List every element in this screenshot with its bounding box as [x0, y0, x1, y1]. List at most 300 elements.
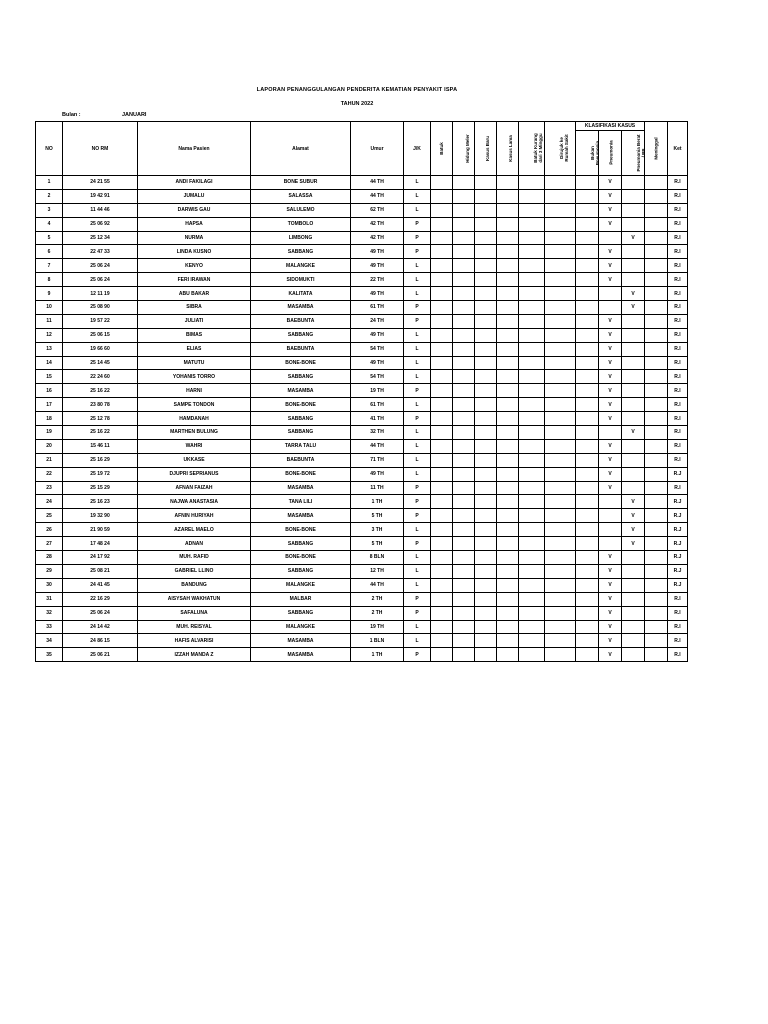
cell-empty [645, 495, 668, 509]
col-header-batuk-minggu [519, 122, 545, 176]
cell-empty [519, 342, 545, 356]
cell-empty [576, 287, 599, 301]
cell-alamat: SIDOMUKTI [251, 273, 351, 287]
cell-umur: 8 BLN [351, 551, 404, 565]
cell-empty [645, 426, 668, 440]
cell-empty [645, 314, 668, 328]
cell-empty [497, 467, 519, 481]
cell-nama: ADNAN [138, 537, 251, 551]
cell-norm: 22 47 33 [63, 245, 138, 259]
cell-nama: AFNIN HURIYAH [138, 509, 251, 523]
cell-empty [519, 606, 545, 620]
cell-no: 25 [36, 509, 63, 523]
cell-empty [645, 301, 668, 315]
cell-empty [545, 301, 576, 315]
cell-no: 17 [36, 398, 63, 412]
cell-empty [645, 634, 668, 648]
cell-empty [519, 564, 545, 578]
cell-pb: V [622, 523, 645, 537]
table-row [36, 412, 688, 426]
cell-empty [453, 481, 475, 495]
cell-empty [497, 245, 519, 259]
cell-empty [453, 620, 475, 634]
cell-empty [645, 356, 668, 370]
cell-empty [497, 189, 519, 203]
cell-umur: 49 TH [351, 467, 404, 481]
cell-pn: V [599, 189, 622, 203]
cell-pb [622, 398, 645, 412]
cell-pn [599, 287, 622, 301]
col-header-batuk [431, 122, 453, 176]
table-row [36, 384, 688, 398]
cell-empty [576, 606, 599, 620]
cell-empty [545, 634, 576, 648]
cell-jk: L [404, 551, 431, 565]
cell-empty [519, 495, 545, 509]
cell-empty [545, 245, 576, 259]
cell-jk: L [404, 523, 431, 537]
cell-empty [576, 620, 599, 634]
cell-no: 9 [36, 287, 63, 301]
cell-umur: 62 TH [351, 203, 404, 217]
cell-nama: AISYSAH WAKHATUN [138, 592, 251, 606]
cell-empty [497, 356, 519, 370]
cell-norm: 15 46 11 [63, 439, 138, 453]
cell-norm: 21 90 59 [63, 523, 138, 537]
cell-umur: 44 TH [351, 578, 404, 592]
cell-jk: P [404, 231, 431, 245]
table-row [36, 231, 688, 245]
col-header-kasus-baru [475, 122, 497, 176]
cell-umur: 11 TH [351, 481, 404, 495]
cell-empty [519, 523, 545, 537]
cell-empty [545, 509, 576, 523]
cell-empty [519, 370, 545, 384]
table-row [36, 634, 688, 648]
cell-ket: R.J [668, 495, 688, 509]
cell-pb: V [622, 537, 645, 551]
cell-empty [497, 634, 519, 648]
cell-norm: 25 19 72 [63, 467, 138, 481]
cell-alamat: LIMBONG [251, 231, 351, 245]
cell-pb [622, 217, 645, 231]
cell-empty [645, 551, 668, 565]
cell-empty [453, 606, 475, 620]
cell-nama: MUH. REISYAL [138, 620, 251, 634]
cell-empty [431, 551, 453, 565]
cell-nama: NAJWA ANASTASIA [138, 495, 251, 509]
col-header-norm: NO RM [63, 122, 138, 176]
col-header-pneumonia [599, 131, 622, 176]
cell-empty [497, 551, 519, 565]
cell-no: 8 [36, 273, 63, 287]
table-row [36, 467, 688, 481]
cell-empty [576, 203, 599, 217]
cell-umur: 54 TH [351, 342, 404, 356]
cell-empty [645, 398, 668, 412]
cell-empty [497, 606, 519, 620]
cell-ket: R.J [668, 523, 688, 537]
cell-empty [453, 287, 475, 301]
cell-empty [576, 301, 599, 315]
cell-umur: 41 TH [351, 412, 404, 426]
cell-empty [431, 509, 453, 523]
cell-pb: V [622, 509, 645, 523]
cell-empty [431, 634, 453, 648]
cell-norm: 19 32 90 [63, 509, 138, 523]
table-row [36, 287, 688, 301]
cell-pb: V [622, 287, 645, 301]
cell-jk: L [404, 287, 431, 301]
cell-empty [475, 564, 497, 578]
col-header-klasifikasi: KLASIFIKASI KASUS [576, 122, 645, 131]
cell-umur: 19 TH [351, 384, 404, 398]
cell-empty [453, 314, 475, 328]
cell-umur: 49 TH [351, 259, 404, 273]
cell-norm: 25 08 90 [63, 301, 138, 315]
cell-nama: BIMAS [138, 328, 251, 342]
cell-pb [622, 384, 645, 398]
cell-empty [431, 537, 453, 551]
cell-empty [545, 426, 576, 440]
cell-empty [475, 231, 497, 245]
cell-empty [475, 467, 497, 481]
cell-empty [519, 301, 545, 315]
col-header-kasus-lama-text: Kasus Lama [507, 134, 513, 162]
cell-empty [545, 606, 576, 620]
cell-norm: 25 15 29 [63, 481, 138, 495]
cell-umur: 44 TH [351, 176, 404, 190]
cell-empty [519, 314, 545, 328]
cell-pb [622, 564, 645, 578]
cell-nama: UKKASE [138, 453, 251, 467]
cell-empty [497, 398, 519, 412]
cell-nama: SAFALUNA [138, 606, 251, 620]
cell-empty [475, 398, 497, 412]
cell-jk: L [404, 426, 431, 440]
cell-no: 27 [36, 537, 63, 551]
cell-pb [622, 245, 645, 259]
col-header-umur: Umur [351, 122, 404, 176]
cell-no: 3 [36, 203, 63, 217]
cell-empty [475, 328, 497, 342]
cell-alamat: MASAMBA [251, 509, 351, 523]
col-header-nama: Nama Pasien [138, 122, 251, 176]
cell-empty [453, 301, 475, 315]
cell-empty [497, 412, 519, 426]
table-row [36, 328, 688, 342]
cell-empty [497, 426, 519, 440]
cell-ket: R.I [668, 176, 688, 190]
cell-norm: 24 14 42 [63, 620, 138, 634]
cell-empty [497, 495, 519, 509]
cell-empty [645, 342, 668, 356]
cell-nama: MATUTU [138, 356, 251, 370]
cell-jk: P [404, 301, 431, 315]
cell-norm: 25 12 34 [63, 231, 138, 245]
cell-ket: R.I [668, 648, 688, 662]
cell-empty [475, 495, 497, 509]
cell-empty [453, 412, 475, 426]
cell-empty [497, 217, 519, 231]
cell-empty [431, 328, 453, 342]
table-row [36, 648, 688, 662]
cell-no: 18 [36, 412, 63, 426]
cell-empty [519, 176, 545, 190]
cell-empty [645, 217, 668, 231]
cell-empty [431, 412, 453, 426]
cell-pn [599, 426, 622, 440]
cell-umur: 32 TH [351, 426, 404, 440]
cell-alamat: MALANGKE [251, 259, 351, 273]
cell-empty [431, 648, 453, 662]
cell-empty [475, 412, 497, 426]
cell-norm: 24 21 55 [63, 176, 138, 190]
cell-empty [545, 412, 576, 426]
cell-ket: R.I [668, 287, 688, 301]
cell-empty [645, 453, 668, 467]
cell-alamat: SABBANG [251, 564, 351, 578]
cell-pn: V [599, 314, 622, 328]
cell-empty [431, 384, 453, 398]
cell-nama: HAPSA [138, 217, 251, 231]
cell-empty [453, 578, 475, 592]
cell-alamat: MALANGKE [251, 620, 351, 634]
cell-norm: 24 17 92 [63, 551, 138, 565]
cell-empty [475, 356, 497, 370]
cell-jk: L [404, 273, 431, 287]
cell-empty [475, 592, 497, 606]
cell-pn: V [599, 412, 622, 426]
cell-norm: 11 44 46 [63, 203, 138, 217]
cell-no: 32 [36, 606, 63, 620]
cell-alamat: MASAMBA [251, 634, 351, 648]
cell-empty [576, 384, 599, 398]
table-row [36, 342, 688, 356]
col-header-kasus-baru-text: Kasus Baru [485, 135, 491, 161]
cell-ket: R.I [668, 203, 688, 217]
table-row [36, 370, 688, 384]
cell-pn: V [599, 606, 622, 620]
cell-empty [431, 426, 453, 440]
table-row [36, 301, 688, 315]
cell-ket: R.I [668, 398, 688, 412]
cell-nama: JULIATI [138, 314, 251, 328]
cell-empty [453, 537, 475, 551]
cell-empty [453, 398, 475, 412]
cell-ket: R.I [668, 370, 688, 384]
cell-empty [475, 189, 497, 203]
cell-empty [645, 564, 668, 578]
cell-ket: R.I [668, 606, 688, 620]
cell-empty [545, 356, 576, 370]
table-row [36, 426, 688, 440]
cell-umur: 61 TH [351, 398, 404, 412]
cell-jk: P [404, 509, 431, 523]
cell-empty [645, 176, 668, 190]
cell-umur: 61 TH [351, 301, 404, 315]
cell-ket: R.I [668, 245, 688, 259]
cell-norm: 25 06 24 [63, 273, 138, 287]
cell-empty [519, 398, 545, 412]
table-row [36, 592, 688, 606]
cell-alamat: MASAMBA [251, 384, 351, 398]
cell-empty [431, 620, 453, 634]
table-row [36, 189, 688, 203]
cell-empty [545, 314, 576, 328]
cell-empty [645, 606, 668, 620]
cell-alamat: SABBANG [251, 328, 351, 342]
cell-empty [497, 453, 519, 467]
cell-alamat: BONE-BONE [251, 523, 351, 537]
table-row [36, 551, 688, 565]
cell-empty [453, 634, 475, 648]
cell-nama: SAMPE TONDON [138, 398, 251, 412]
cell-empty [576, 370, 599, 384]
col-header-meninggal [645, 122, 668, 176]
table-row [36, 578, 688, 592]
cell-no: 10 [36, 301, 63, 315]
cell-nama: NURMA [138, 231, 251, 245]
cell-empty [576, 523, 599, 537]
cell-pn: V [599, 439, 622, 453]
cell-empty [453, 370, 475, 384]
cell-empty [545, 217, 576, 231]
cell-empty [453, 495, 475, 509]
cell-empty [645, 273, 668, 287]
cell-empty [453, 356, 475, 370]
cell-empty [497, 231, 519, 245]
cell-jk: L [404, 467, 431, 481]
cell-empty [519, 203, 545, 217]
cell-norm: 24 86 15 [63, 634, 138, 648]
cell-empty [645, 648, 668, 662]
cell-empty [576, 231, 599, 245]
table-row [36, 606, 688, 620]
cell-empty [576, 412, 599, 426]
cell-empty [545, 398, 576, 412]
cell-nama: MARTHEN BULUNG [138, 426, 251, 440]
cell-empty [545, 578, 576, 592]
cell-empty [645, 259, 668, 273]
cell-empty [519, 356, 545, 370]
cell-empty [576, 245, 599, 259]
cell-empty [497, 203, 519, 217]
table-row [36, 259, 688, 273]
cell-pb [622, 578, 645, 592]
cell-empty [453, 564, 475, 578]
cell-nama: ABU BAKAR [138, 287, 251, 301]
cell-empty [431, 606, 453, 620]
cell-empty [545, 564, 576, 578]
cell-alamat: BONE SUBUR [251, 176, 351, 190]
cell-empty [475, 301, 497, 315]
cell-pb: V [622, 301, 645, 315]
cell-no: 11 [36, 314, 63, 328]
cell-pn [599, 523, 622, 537]
cell-umur: 22 TH [351, 273, 404, 287]
cell-jk: P [404, 648, 431, 662]
cell-empty [645, 370, 668, 384]
cell-jk: L [404, 356, 431, 370]
cell-empty [545, 620, 576, 634]
cell-empty [475, 634, 497, 648]
cell-empty [645, 509, 668, 523]
cell-empty [519, 620, 545, 634]
cell-empty [431, 578, 453, 592]
cell-empty [645, 412, 668, 426]
cell-umur: 54 TH [351, 370, 404, 384]
table-body [36, 176, 688, 662]
cell-nama: HAMDANAH [138, 412, 251, 426]
cell-empty [475, 370, 497, 384]
cell-empty [431, 467, 453, 481]
cell-umur: 1 TH [351, 648, 404, 662]
cell-empty [545, 176, 576, 190]
cell-no: 14 [36, 356, 63, 370]
cell-alamat: SABBANG [251, 370, 351, 384]
cell-empty [497, 537, 519, 551]
cell-no: 13 [36, 342, 63, 356]
cell-jk: P [404, 314, 431, 328]
cell-ket: R.I [668, 189, 688, 203]
cell-nama: KENYO [138, 259, 251, 273]
cell-jk: L [404, 578, 431, 592]
cell-norm: 25 06 15 [63, 328, 138, 342]
cell-empty [519, 551, 545, 565]
cell-no: 31 [36, 592, 63, 606]
cell-empty [475, 384, 497, 398]
cell-no: 29 [36, 564, 63, 578]
cell-empty [519, 328, 545, 342]
cell-pb: V [622, 495, 645, 509]
cell-empty [431, 592, 453, 606]
cell-empty [545, 273, 576, 287]
cell-norm: 25 16 22 [63, 384, 138, 398]
col-header-pneumonia-berat-text: Pneumonia Berat / RP [636, 134, 646, 172]
cell-jk: P [404, 592, 431, 606]
cell-empty [645, 245, 668, 259]
cell-empty [645, 439, 668, 453]
cell-empty [645, 592, 668, 606]
cell-empty [453, 551, 475, 565]
cell-alamat: SABBANG [251, 537, 351, 551]
cell-empty [497, 314, 519, 328]
cell-alamat: SALULEMO [251, 203, 351, 217]
cell-empty [475, 245, 497, 259]
cell-empty [576, 426, 599, 440]
cell-pn: V [599, 176, 622, 190]
cell-empty [475, 453, 497, 467]
cell-pb [622, 634, 645, 648]
cell-empty [519, 467, 545, 481]
cell-pb [622, 551, 645, 565]
cell-empty [576, 398, 599, 412]
cell-umur: 44 TH [351, 189, 404, 203]
cell-jk: L [404, 370, 431, 384]
cell-jk: P [404, 384, 431, 398]
cell-ket: R.J [668, 537, 688, 551]
cell-pn: V [599, 578, 622, 592]
cell-nama: ELIAS [138, 342, 251, 356]
cell-alamat: BONE-BONE [251, 356, 351, 370]
cell-empty [475, 551, 497, 565]
cell-ket: R.I [668, 217, 688, 231]
cell-alamat: BAEBUNTA [251, 342, 351, 356]
cell-pn: V [599, 384, 622, 398]
cell-no: 2 [36, 189, 63, 203]
cell-empty [431, 564, 453, 578]
